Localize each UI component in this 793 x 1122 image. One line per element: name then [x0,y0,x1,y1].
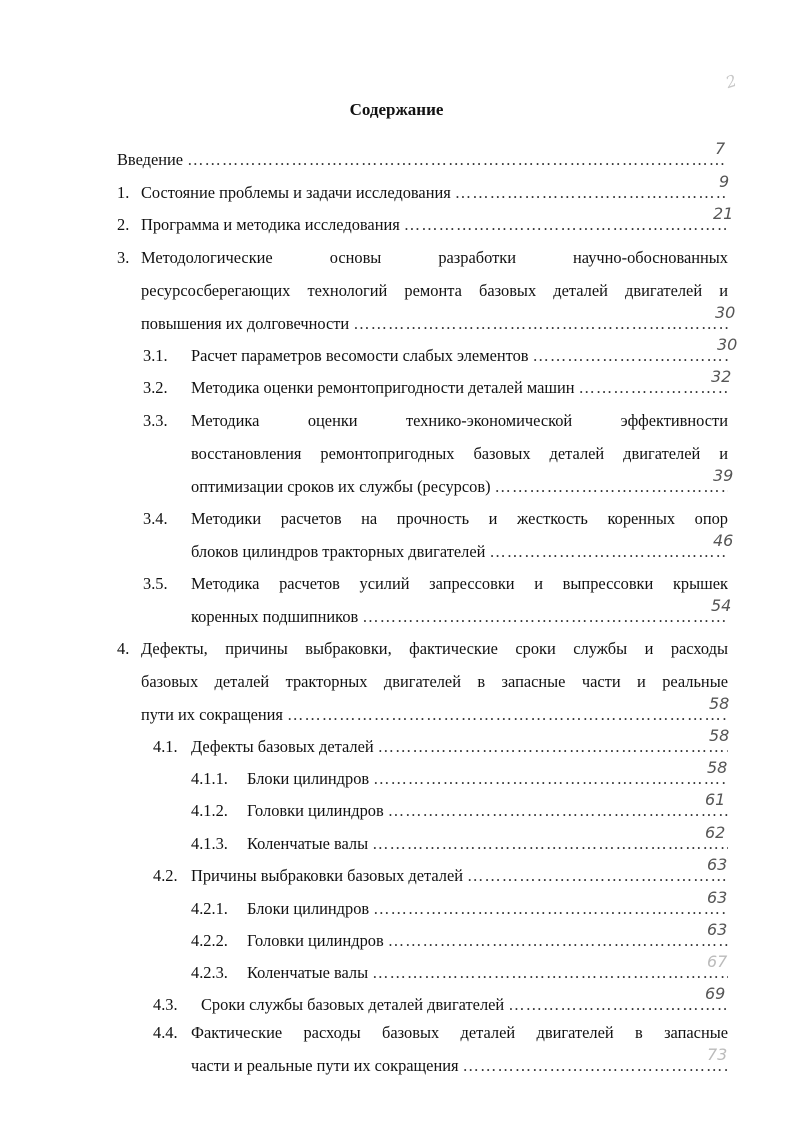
toc-entry-title-line: восстановления ремонтопригодных базовых деталей двигателей и [191,444,728,463]
leader-dots [451,181,728,205]
toc-entry-title: Коленчатые валы [247,834,369,853]
page-number: 63 [707,855,728,874]
toc-entry-1[interactable] [117,172,730,205]
toc-entry-title-line: базовых деталей тракторных двигателей в запасные части и реальные [141,672,728,691]
toc-entry-number: 4.1. [153,737,178,756]
leader-dots [183,148,728,172]
toc-entry-4-4-line-2[interactable] [191,1045,728,1078]
page-number: 58 [709,726,730,745]
leader-dots [368,961,728,985]
toc-entry-4-4[interactable] [153,1021,728,1045]
toc-entry-title: пути их сокращения [141,705,283,724]
toc-entry-title-line: ресурсосберегающих технологий ремонта базовых деталей двигателей и [141,281,728,300]
toc-entry-title-line: Методологические основы разработки научно-обоснованных [141,248,728,267]
toc-entry-4-2-1[interactable] [191,888,728,921]
toc-entry-number: 3. [117,248,130,267]
toc-entry-title: Головки цилиндров [247,801,384,820]
toc-entry-3[interactable] [117,246,728,270]
leader-dots [529,344,728,368]
toc-entry-3-5-line-2[interactable] [191,596,732,629]
toc-entry-3-4[interactable] [143,507,728,531]
toc-entry-title: Введение [117,150,184,169]
page-number: 30 [715,303,736,322]
toc-entry-4-1-3[interactable] [191,823,728,856]
toc-entry-title: части и реальные пути их сокращения [191,1056,459,1075]
toc-entry-number: 3.1. [143,346,168,365]
page-number: 46 [713,531,734,550]
page-number: 32 [711,367,732,386]
toc-entry-number: 4.1.2. [191,801,228,820]
toc-entry-number: 1. [117,183,130,202]
toc-entry-title: Сроки службы базовых деталей двигателей [201,995,505,1014]
toc-entry-title: Дефекты базовых деталей [191,737,374,756]
leader-dots [368,832,728,856]
page-number: 58 [709,694,730,713]
page-number: 61 [705,790,726,809]
leader-dots [384,929,728,953]
toc-entry-title: оптимизации сроков их службы (ресурсов) [191,477,491,496]
toc-entry-number: 4.1.1. [191,769,228,788]
page-number: 58 [707,758,728,777]
toc-entry-title: Причины выбраковки базовых деталей [191,866,464,885]
toc-entry-4-line-2 [141,670,728,694]
toc-entry-title-line: Методики расчетов на прочность и жесткость коренных опор [191,509,728,528]
leader-dots [400,213,728,237]
toc-entry-number: 3.5. [143,574,168,593]
toc-entry-3-4-line-2[interactable] [191,531,734,564]
leader-dots [369,897,728,921]
leader-dots [369,767,728,791]
toc-entry-title: Блоки цилиндров [247,899,370,918]
page-number: 69 [705,984,726,1003]
leader-dots [463,864,728,888]
page-number: 39 [713,466,734,485]
toc-entry-4-2-3[interactable] [191,952,728,985]
page-number: 9 [719,172,730,191]
toc-entry-number: 3.3. [143,411,168,430]
leader-dots [459,1054,728,1078]
toc-entry-4[interactable] [117,637,728,661]
toc-entry-4-line-3[interactable] [141,694,730,727]
page-number: 30 [717,335,738,354]
toc-entry-title: Головки цилиндров [247,931,384,950]
toc-entry-number: 2. [117,215,130,234]
toc-entry-3-1[interactable] [143,335,738,368]
toc-entry-number: 3.4. [143,509,168,528]
toc-entry-3-line-2 [141,279,728,303]
page-number: 62 [705,823,726,842]
toc-entry-title: коренных подшипников [191,607,359,626]
toc-entry-title: Программа и методика исследования [141,215,400,234]
toc-entry-3-3-line-3[interactable] [191,466,734,499]
toc-entry-number: 4.2. [153,866,178,885]
toc-entry-number: 4.4. [153,1023,178,1042]
leader-dots [575,376,728,400]
toc-entry-title: повышения их долговечности [141,314,350,333]
toc-entry-number: 4.2.3. [191,963,228,982]
page-number: 54 [711,596,732,615]
page-number: 63 [707,920,728,939]
toc-entry-title: Коленчатые валы [247,963,369,982]
toc-entry-title: Состояние проблемы и задачи исследования [141,183,451,202]
toc-entry-3-line-3[interactable] [141,303,736,336]
page-number: 21 [713,204,734,223]
toc-entry-title: Блоки цилиндров [247,769,370,788]
toc-entry-3-2[interactable] [143,367,732,400]
page-number: 73 [707,1045,728,1064]
leader-dots [349,312,728,336]
toc-entry-title: Методика оценки ремонтопригодности деталей машин [191,378,575,397]
toc-entry-number: 4.3. [153,995,178,1014]
leader-dots [485,540,728,564]
handwritten-page-number: 2 [723,70,739,93]
toc-entry-4-1[interactable] [153,726,730,759]
toc-entry-introduction[interactable] [117,139,728,172]
toc-entry-4-1-1[interactable] [191,758,728,791]
toc-entry-number: 4.1.3. [191,834,228,853]
leader-dots [358,605,728,629]
toc-entry-number: 4.2.2. [191,931,228,950]
toc-entry-4-3[interactable] [153,984,728,1017]
page-number: 7 [715,139,726,158]
toc-entry-title-line: Методика оценки технико-экономической эффективности [191,411,728,430]
toc-entry-3-3-line-2 [191,442,728,466]
toc-entry-title: блоков цилиндров тракторных двигателей [191,542,486,561]
page-title: Содержание [349,100,444,119]
toc-entry-title-line: Методика расчетов усилий запрессовки и выпрессовки крышек [191,574,728,593]
toc-entry-number: 4. [117,639,130,658]
leader-dots [384,799,728,823]
toc-entry-title: Расчет параметров весомости слабых элементов [191,346,529,365]
toc-entry-2[interactable] [117,204,734,237]
leader-dots [491,475,728,499]
toc-entry-title-line: Фактические расходы базовых деталей двигателей в запасные [191,1023,728,1042]
leader-dots [504,993,728,1017]
leader-dots [374,735,728,759]
toc-entry-title-line: Дефекты, причины выбраковки, фактические сроки службы и расходы [141,639,728,658]
toc-entry-4-2[interactable] [153,855,728,888]
page-number: 67 [707,952,728,971]
toc-entry-3-3[interactable] [143,409,728,433]
toc-entry-4-2-2[interactable] [191,920,728,953]
toc-entry-3-5[interactable] [143,572,728,596]
leader-dots [283,703,728,727]
toc-entry-number: 3.2. [143,378,168,397]
toc-entry-4-1-2[interactable] [191,790,728,823]
page-number: 63 [707,888,728,907]
toc-entry-number: 4.2.1. [191,899,228,918]
